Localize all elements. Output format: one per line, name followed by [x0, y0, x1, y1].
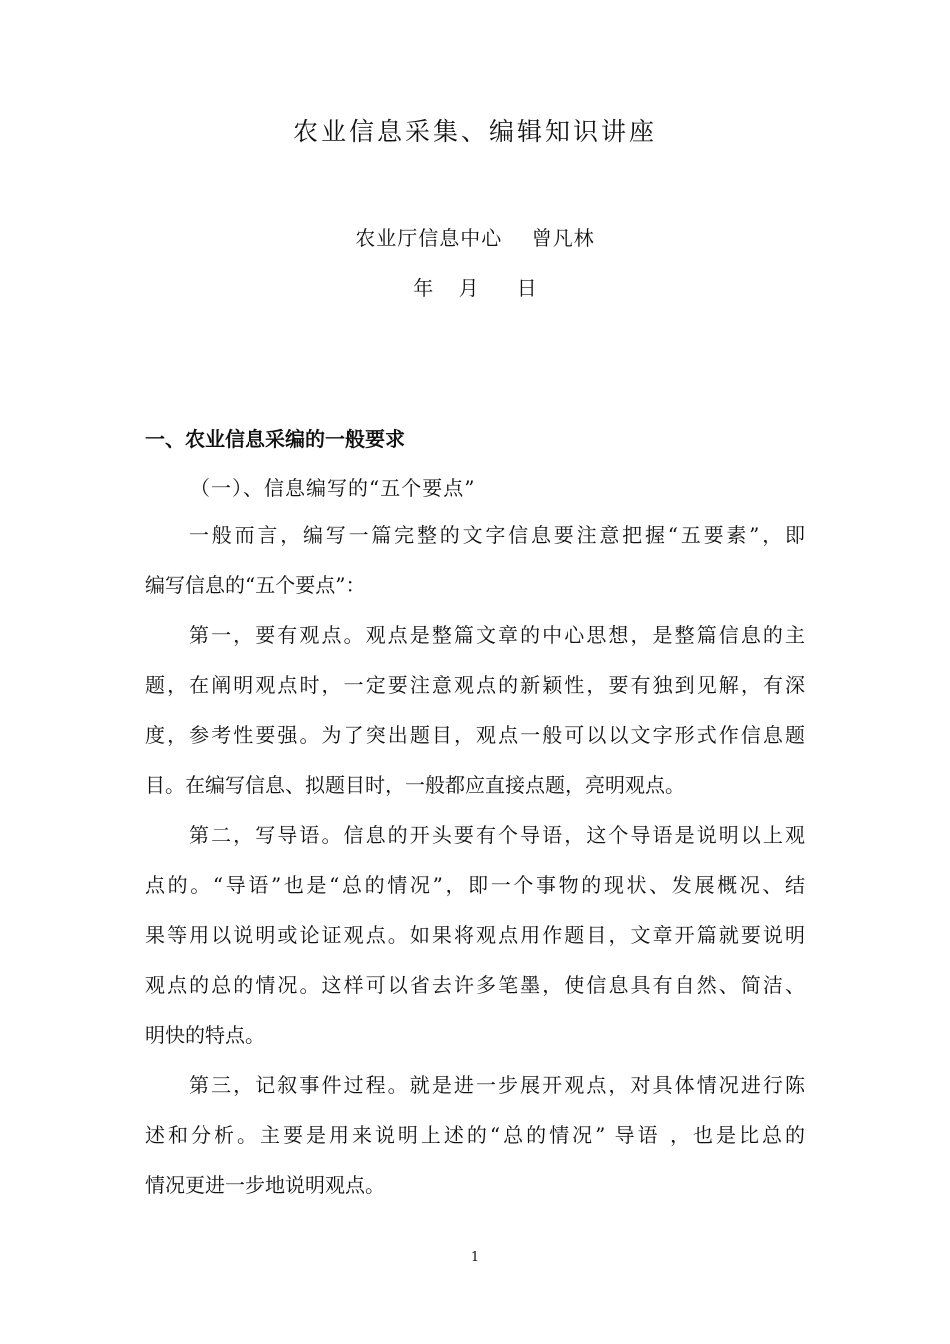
page-number: 1: [470, 1250, 480, 1265]
paragraph-line: 情况更进一步地说明观点。: [145, 1173, 385, 1197]
paragraph-line: 第一，要有观点。观点是整篇文章的中心思想，是整篇信息的主: [189, 623, 805, 647]
subsection-heading: （一）、信息编写的“五个要点”: [190, 476, 476, 500]
paragraph-line: 度，参考性要强。为了突出题目，观点一般可以以文字形式作信息题: [145, 723, 805, 747]
paragraph-point-one: [145, 610, 805, 810]
paragraph-line: 述和分析。主要是用来说明上述的“总的情况” 导语 ，也是比总的: [145, 1123, 805, 1147]
paragraph-line: 题，在阐明观点时，一定要注意观点的新颖性，要有独到见解，有深: [145, 673, 805, 697]
paragraph-line: 第二，写导语。信息的开头要有个导语，这个导语是说明以上观: [189, 823, 805, 847]
paragraph-line: 观点的总的情况。这样可以省去许多笔墨，使信息具有自然、简洁、: [145, 973, 805, 997]
paragraph-line: 第三，记叙事件过程。就是进一步展开观点，对具体情况进行陈: [189, 1073, 805, 1097]
document-title: 农业信息采集、编辑知识讲座: [292, 117, 657, 146]
paragraph-line: 明快的特点。: [145, 1023, 265, 1047]
section-heading: 一、农业信息采编的一般要求: [145, 427, 405, 451]
paragraph-line: 编写信息的“五个要点”：: [145, 573, 366, 597]
paragraph-point-three: [145, 1060, 805, 1210]
paragraph-line: 点的。“导语”也是“总的情况”，即一个事物的现状、发展概况、结: [145, 873, 805, 897]
paragraph-intro: [145, 510, 805, 610]
paragraph-line: 目。在编写信息、拟题目时，一般都应直接点题，亮明观点。: [145, 773, 685, 797]
author-line: 农业厅信息中心 曾凡林: [355, 226, 595, 250]
paragraph-line: 果等用以说明或论证观点。如果将观点用作题目，文章开篇就要说明: [145, 923, 805, 947]
date-line: 年 月 日: [413, 276, 537, 300]
paragraph-line: 一般而言，编写一篇完整的文字信息要注意把握“五要素”，即: [189, 523, 805, 547]
paragraph-point-two: [145, 810, 805, 1060]
